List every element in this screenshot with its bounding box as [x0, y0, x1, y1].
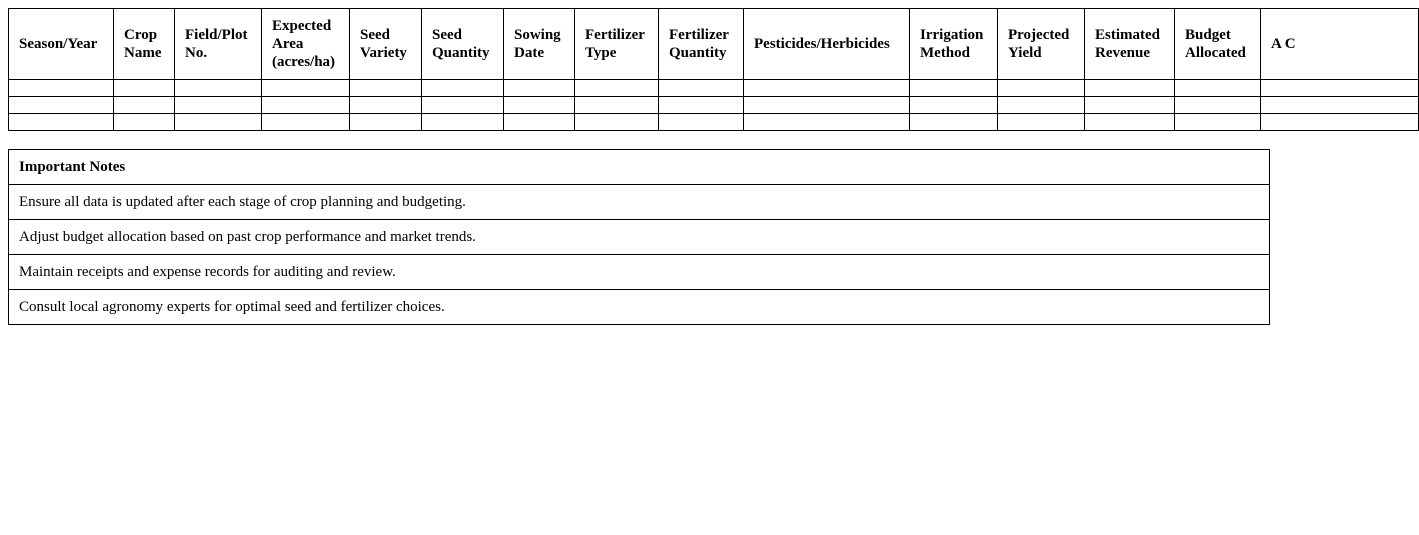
- column-header-projected-yield: Projected Yield: [998, 9, 1085, 80]
- table-cell[interactable]: [262, 97, 350, 114]
- table-row: [9, 80, 1419, 97]
- table-cell[interactable]: [504, 97, 575, 114]
- table-cell[interactable]: [998, 80, 1085, 97]
- table-cell[interactable]: [659, 97, 744, 114]
- crop-plan-table-container: [8, 8, 1296, 131]
- table-cell[interactable]: [1261, 80, 1419, 97]
- table-cell[interactable]: [175, 97, 262, 114]
- column-header-irrigation-method: Irrigation Method: [910, 9, 998, 80]
- table-cell[interactable]: [1085, 114, 1175, 131]
- table-cell[interactable]: [744, 114, 910, 131]
- table-cell[interactable]: [1085, 80, 1175, 97]
- note-text: Consult local agronomy experts for optimal seed and fertilizer choices.: [9, 290, 1270, 325]
- list-item: [9, 255, 1270, 290]
- table-cell[interactable]: [114, 114, 175, 131]
- notes-header-row: [9, 150, 1270, 185]
- notes-title: Important Notes: [9, 150, 1270, 185]
- table-cell[interactable]: [910, 114, 998, 131]
- table-cell[interactable]: [659, 80, 744, 97]
- column-header-pesticides-herbicides: Pesticides/Herbicides: [744, 9, 910, 80]
- table-cell[interactable]: [1175, 114, 1261, 131]
- table-cell[interactable]: [1175, 97, 1261, 114]
- table-cell[interactable]: [422, 114, 504, 131]
- table-cell[interactable]: [9, 80, 114, 97]
- table-cell[interactable]: [504, 80, 575, 97]
- table-row: [9, 114, 1419, 131]
- crop-plan-table: [8, 8, 1419, 131]
- list-item: [9, 220, 1270, 255]
- column-header-seed-quantity: Seed Quantity: [422, 9, 504, 80]
- table-cell[interactable]: [9, 97, 114, 114]
- table-cell[interactable]: [1261, 97, 1419, 114]
- table-cell[interactable]: [262, 80, 350, 97]
- table-cell[interactable]: [422, 97, 504, 114]
- table-cell[interactable]: [998, 97, 1085, 114]
- table-cell[interactable]: [659, 114, 744, 131]
- column-header-sowing-date: Sowing Date: [504, 9, 575, 80]
- note-text: Ensure all data is updated after each stage of crop planning and budgeting.: [9, 185, 1270, 220]
- column-header-season-year: Season/Year: [9, 9, 114, 80]
- column-header-fertilizer-type: Fertilizer Type: [575, 9, 659, 80]
- table-cell[interactable]: [1175, 80, 1261, 97]
- table-cell[interactable]: [744, 97, 910, 114]
- table-cell[interactable]: [422, 80, 504, 97]
- table-cell[interactable]: [504, 114, 575, 131]
- table-row: [9, 97, 1419, 114]
- table-cell[interactable]: [114, 97, 175, 114]
- table-cell[interactable]: [998, 114, 1085, 131]
- important-notes-container: [8, 149, 1270, 325]
- table-cell[interactable]: [575, 97, 659, 114]
- table-cell[interactable]: [744, 80, 910, 97]
- table-cell[interactable]: [1261, 114, 1419, 131]
- table-cell[interactable]: [910, 80, 998, 97]
- important-notes-table: [8, 149, 1270, 325]
- column-header-crop-name: Crop Name: [114, 9, 175, 80]
- table-cell[interactable]: [350, 80, 422, 97]
- table-cell[interactable]: [575, 80, 659, 97]
- table-cell[interactable]: [350, 97, 422, 114]
- table-cell[interactable]: [910, 97, 998, 114]
- column-header-seed-variety: Seed Variety: [350, 9, 422, 80]
- list-item: [9, 290, 1270, 325]
- table-cell[interactable]: [575, 114, 659, 131]
- table-header-row: [9, 9, 1419, 80]
- column-header-expected-area: Expected Area (acres/ha): [262, 9, 350, 80]
- column-header-field-plot-no: Field/Plot No.: [175, 9, 262, 80]
- table-cell[interactable]: [1085, 97, 1175, 114]
- column-header-budget-allocated: Budget Allocated: [1175, 9, 1261, 80]
- table-cell[interactable]: [350, 114, 422, 131]
- note-text: Maintain receipts and expense records for auditing and review.: [9, 255, 1270, 290]
- table-cell[interactable]: [9, 114, 114, 131]
- note-text: Adjust budget allocation based on past crop performance and market trends.: [9, 220, 1270, 255]
- column-header-truncated: A C: [1261, 9, 1419, 80]
- column-header-estimated-revenue: Estimated Revenue: [1085, 9, 1175, 80]
- column-header-fertilizer-quantity: Fertilizer Quantity: [659, 9, 744, 80]
- table-cell[interactable]: [114, 80, 175, 97]
- table-cell[interactable]: [262, 114, 350, 131]
- list-item: [9, 185, 1270, 220]
- table-cell[interactable]: [175, 80, 262, 97]
- table-cell[interactable]: [175, 114, 262, 131]
